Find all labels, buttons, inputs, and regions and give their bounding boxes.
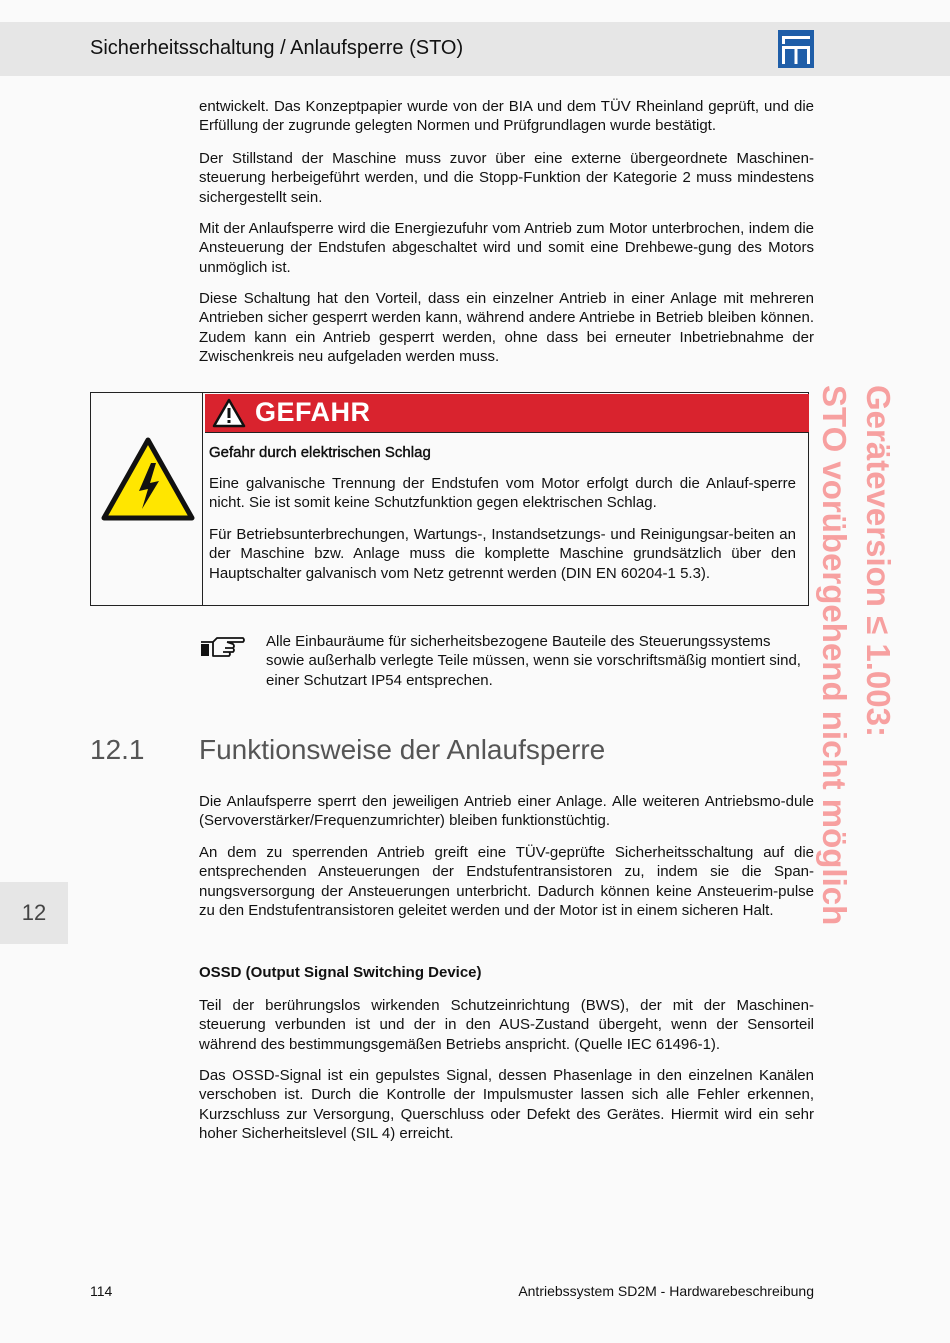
document-title: Antriebssystem SD2M - Hardwarebeschreibung xyxy=(518,1283,814,1299)
subheading: OSSD (Output Signal Switching Device) xyxy=(199,964,482,981)
pointing-hand-icon xyxy=(199,634,245,660)
section-number: 12.1 xyxy=(90,734,145,765)
header-title: Sicherheitsschaltung / Anlaufsperre (STO) xyxy=(90,37,464,59)
company-logo-icon xyxy=(778,30,814,68)
danger-text: Für Betriebsunterbrechungen, Wartungs-, Instandsetzungs- und Reinigungsar-beiten an der Maschine bzw. Anlage muss die komplette Maschine grundsätzlich über den Hauptschalter galvanisch vom Netz getrennt werden (DIN EN 60204-1 5.3). xyxy=(209,526,796,582)
danger-heading: Gefahr durch elektrischen Schlag xyxy=(209,444,431,461)
stamp-line: Geräteversion ≤ 1.003: xyxy=(860,385,897,737)
chapter-number: 12 xyxy=(21,900,47,925)
danger-text: Eine galvanische Trennung der Endstufen vom Motor erfolgt durch die Anlauf-sperre nicht. Sie ist somit keine Schutzfunktion gegen elektrischen Schlag. xyxy=(209,475,796,512)
warning-triangle-icon xyxy=(212,398,246,428)
page-header xyxy=(0,22,950,76)
danger-signal-word: GEFAHR xyxy=(255,397,371,427)
paragraph: Das OSSD-Signal ist ein gepulstes Signal, dessen Phasenlage in den einzelnen Kanälen verschoben ist. Durch die Kontrolle der Impulsmuster lassen sich alle Fehler erkennen, Kurzschluss zur Versorgung, Querschluss oder Defekt des Gerätes. Hiermit wird ein sehr hoher Sicherheitslevel (SIL 4) erreicht. xyxy=(199,1067,814,1142)
danger-symbol-cell xyxy=(91,393,203,605)
paragraph: An dem zu sperrenden Antrieb greift eine TÜV-geprüfte Sicherheitsschaltung auf die entsprechenden Ansteuerungen der Endstufentransistoren zu, indem sie die Span-nungsversorgung der Ansteuerungen unterbricht. Dadurch können keine Ansteuerim-pulse zu den Endstufentransistoren geleitet werden und der Motor ist in einem sicheren Halt. xyxy=(199,844,814,919)
chapter-tab xyxy=(0,882,68,944)
paragraph: Teil der berührungslos wirkenden Schutzeinrichtung (BWS), der mit der Maschinen-steuerung verbunden ist und der in den AUS-Zustand übergeht, wenn der Sensorteil während des bestimmungsgemäßen Betriebs anspricht. (Quelle IEC 61496-1). xyxy=(199,997,814,1053)
version-stamp xyxy=(812,385,900,925)
stamp-line: STO vorübergehend nicht möglich xyxy=(816,385,853,926)
paragraph: Der Stillstand der Maschine muss zuvor über eine externe übergeordnete Maschinen-steuerung herbeigeführt werden, und die Stopp-Funktion der Kategorie 2 muss mindestens sichergestellt sein. xyxy=(199,150,814,206)
section-title: Funktionsweise der Anlaufsperre xyxy=(199,734,606,765)
electric-shock-warning-icon xyxy=(101,437,195,521)
paragraph: entwickelt. Das Konzeptpapier wurde von der BIA und dem TÜV Rheinland geprüft, und die Erfüllung der zugrunde gelegten Normen und Prüfgrundlagen wurde bestätigt. xyxy=(199,98,814,135)
page-number: 114 xyxy=(90,1283,113,1299)
note-text: Alle Einbauräume für sicherheitsbezogene Bauteile des Steuerungssystems sowie außerhalb verlegte Teile müssen, wenn sie vorschriftsmäßig montiert sind, einer Schutzart IP54 entsprechen. xyxy=(266,633,801,689)
danger-banner xyxy=(205,394,809,433)
paragraph: Diese Schaltung hat den Vorteil, dass ein einzelner Antrieb in einer Anlage mit mehreren Antrieben sicher gesperrt werden kann, während andere Antriebe in Betrieb bleiben können. Zudem kann ein Antrieb gesperrt werden, ohne dass bei erneuter Inbetriebnahme der Zwischenkreis neu aufgeladen werden muss. xyxy=(199,290,814,365)
paragraph: Die Anlaufsperre sperrt den jeweiligen Antrieb einer Anlage. Alle weiteren Antriebsmo-dule (Servoverstärker/Frequenzumrichter) bleiben funktionstüchtig. xyxy=(199,793,814,830)
paragraph: Mit der Anlaufsperre wird die Energiezufuhr vom Antrieb zum Motor unterbrochen, indem die Ansteuerung der Endstufen abgeschaltet wird und somit eine Drehbewe-gung des Motors unmöglich ist. xyxy=(199,220,814,276)
